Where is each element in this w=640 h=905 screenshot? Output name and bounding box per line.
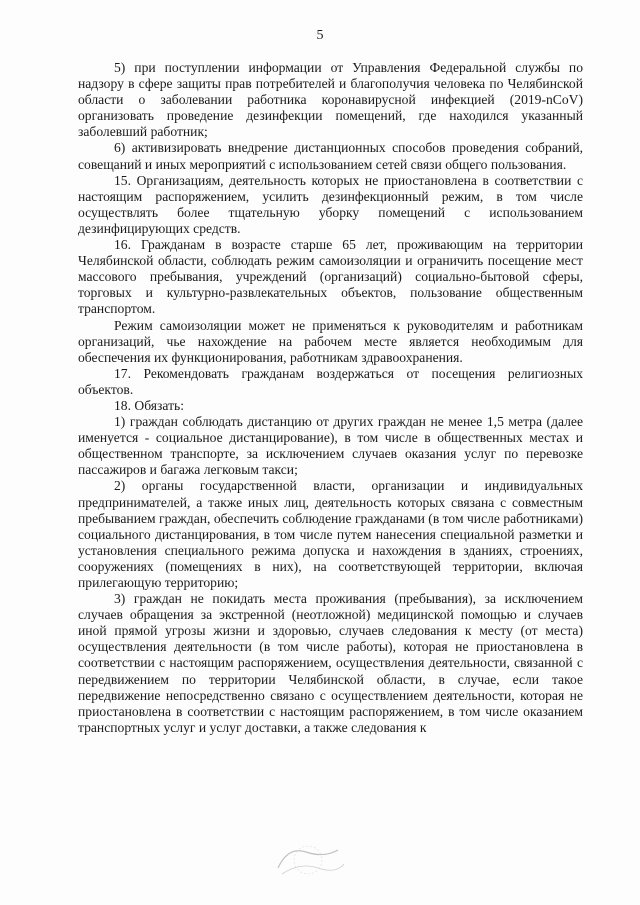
paragraph-18-3: 3) граждан не покидать места проживания (пребывания), за исключением случаев обращения за экстренной (неотложной) медицинской помощью и случаев иной прямой угрозы жизни и здоровью, случаев следования к месту (от места) осуществления деятельности (в том числе работы), которая не приостановлена в соответствии с настоящим распоряжением, осуществления деятельности, связанной с передвижением по территории Челябинской области, в случае, если такое передвижение непосредственно связано с осуществлением деятельности, которая не приостановлена в соответствии с настоящим распоряжением, в том числе оказанием транспортных услуг и услуг доставки, а также следования к (78, 591, 583, 735)
paragraph-18-2: 2) органы государственной власти, организации и индивидуальных предпринимателей, а также иных лиц, деятельность которых связана с совместным пребыванием граждан, обеспечить соблюдение гражданами (в том числе работниками) социального дистанцирования, в том числе путем нанесения специальной разметки и установления специального режима допуска и нахождения в зданиях, строениях, сооружениях (помещениях в них), на соответствующей территории, включая прилегающую территорию; (78, 478, 584, 590)
paragraph-16: 16. Гражданам в возрасте старше 65 лет, проживающим на территории Челябинской области, соблюдать режим самоизоляции и ограничить посещение мест массового пребывания, учреждений (организаций) социально-бытовой сферы, торговых и культурно-развлекательных объектов, пользование общественным транспортом. (78, 237, 583, 317)
paragraph-self-isolation: Режим самоизоляции может не применяться к руководителям и работникам организаций, чье нахождение на рабочем месте является необходимым для обеспечения их функционирования, работникам здравоохранения. (78, 317, 583, 365)
paragraph-18-heading: 18. Обязать: (114, 397, 185, 413)
paragraph-6: 6) активизировать внедрение дистанционных способов проведения собраний, совещаний и иных мероприятий с использованием сетей связи общего пользования. (78, 140, 583, 172)
paragraph-15: 15. Организациям, деятельность которых не приостановлена в соответствии с настоящим распоряжением, усилить дезинфекционный режим, в том числе осуществлять более тщательную уборку помещений с использованием дезинфицирующих средств. (78, 172, 583, 236)
paragraph-5: 5) при поступлении информации от Управления Федеральной службы по надзору в сфере защиты прав потребителей и благополучия человека по Челябинской области о заболевании работника коронавирусной инфекцией (2019-nCoV) организовать проведение дезинфекции помещений, где находился указанный заболевший работник; (78, 60, 583, 140)
document-body (78, 60, 583, 736)
faint-stamp-mark (268, 838, 348, 880)
page-number: 5 (316, 28, 324, 43)
paragraph-18-1: 1) граждан соблюдать дистанцию от других граждан не менее 1,5 метра (далее именуется - социальное дистанцирование), в том числе в общественных местах и общественном транспорте, за исключением случаев оказания услуг по перевозке пассажиров и багажа легковым такси; (78, 414, 583, 478)
paragraph-17: 17. Рекомендовать гражданам воздержаться от посещения религиозных объектов. (78, 365, 583, 397)
